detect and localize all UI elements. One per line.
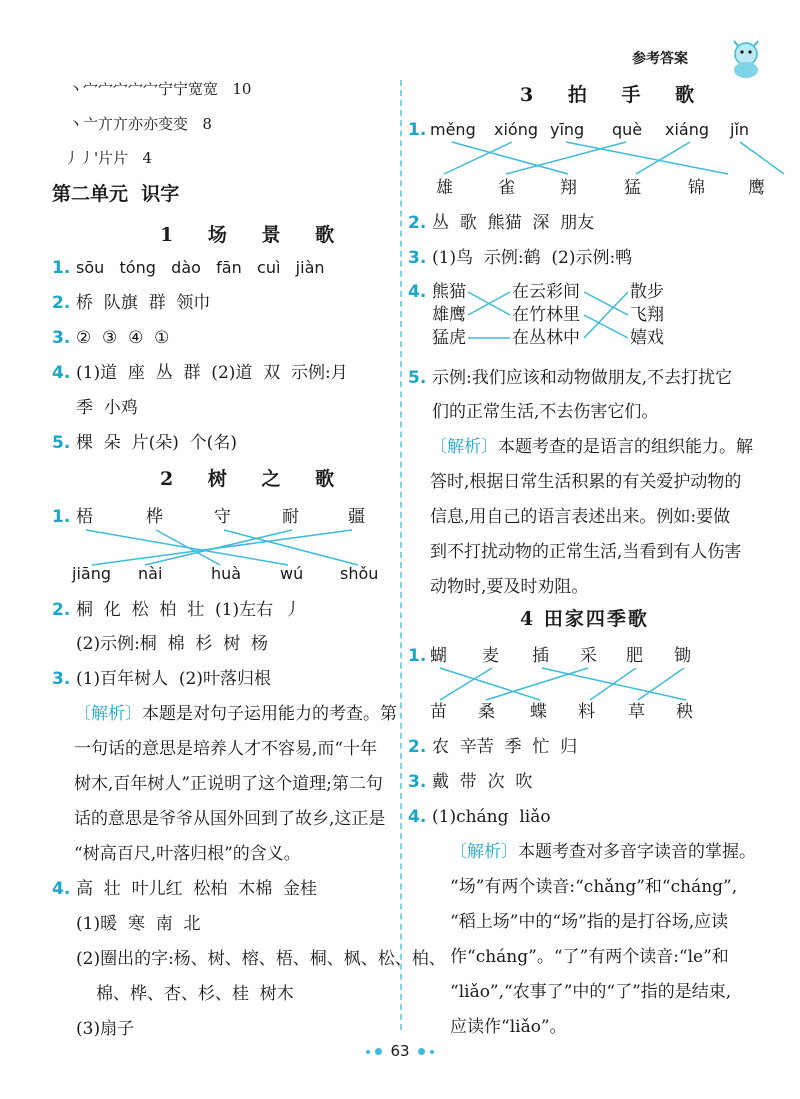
s3-top-3: yīng	[550, 120, 585, 139]
q-number: 1.	[52, 507, 71, 527]
s2-top-3: 守	[214, 507, 231, 527]
match-line	[444, 142, 512, 174]
s4-top-6: 锄	[674, 646, 691, 666]
s4-analysis-line-2: “场”有两个读音:“chǎng”和“cháng”,	[450, 877, 738, 897]
s3-q4-a2: 雄鹰	[432, 305, 466, 325]
s1-q4a: (1)道 座 丛 群 (2)道 双 示例:月	[76, 363, 348, 383]
s3-analysis-line-5: 动物时,要及时劝阻。	[430, 577, 589, 597]
s1-q5: 棵 朵 片(朵) 个(名)	[76, 433, 237, 453]
q-number: 1.	[408, 120, 427, 140]
s2-q4-2b: 棉、桦、杏、杉、桂 树木	[96, 984, 294, 1004]
analysis-tag: 〔解析〕	[450, 842, 518, 862]
match-line	[584, 315, 628, 338]
s3-top-4: què	[612, 120, 643, 139]
s3-top-6: jǐn	[730, 120, 750, 139]
match-line	[224, 530, 358, 565]
s4-bottom-5: 草	[628, 702, 645, 722]
s4-analysis-line-3: “稻上场”中的“场”指的是打谷场,应读	[450, 912, 729, 932]
s2-analysis-line-5: “树高百尺,叶落归根”的含义。	[74, 844, 301, 864]
s3-analysis-line-1: 〔解析〕本题考查的是语言的组织能力。解	[430, 437, 753, 457]
s4-analysis-line-6: 应读作“liǎo”。	[450, 1017, 567, 1037]
dot-icon	[418, 1048, 425, 1055]
s3-q4-a3: 猛虎	[432, 328, 466, 348]
s2-q4-3: (3)扇子	[76, 1019, 135, 1039]
s3-q4-b1: 在云彩间	[512, 282, 580, 302]
match-line	[440, 668, 492, 700]
dot-icon	[366, 1050, 370, 1054]
q-number: 2.	[52, 293, 71, 313]
s3-q4-b2: 在竹林里	[512, 305, 580, 325]
s3-q4-a1: 熊猫	[432, 282, 466, 302]
s2-q2a: 桐 化 松 柏 壮 (1)左右 丿	[76, 600, 301, 620]
s2-q4: 高 壮 叶儿红 松柏 木棉 金桂	[76, 879, 318, 899]
s4-bottom-6: 秧	[676, 702, 693, 722]
s2-q2b: (2)示例:桐 棉 杉 树 杨	[76, 634, 269, 654]
s4-analysis-line-4: 作“cháng”。“了”有两个读音:“le”和	[450, 947, 729, 967]
s3-top-2: xióng	[494, 120, 538, 139]
match-line	[506, 142, 626, 174]
s4-q4: (1)cháng liǎo	[432, 807, 551, 827]
q-number: 1.	[52, 258, 71, 278]
s2-bottom-5: shǒu	[340, 564, 379, 583]
s4-top-5: 肥	[626, 646, 643, 666]
s4-top-1: 蝴	[430, 646, 447, 666]
s3-q4-c2: 飞翔	[630, 305, 664, 325]
dot-icon	[430, 1050, 434, 1054]
s3-analysis-line-4: 到不打扰动物的正常生活,当看到有人伤害	[430, 542, 742, 562]
match-line	[440, 668, 540, 700]
section-4-title: 4 田家四季歌	[520, 608, 649, 630]
s2-bottom-1: jiāng	[72, 564, 111, 583]
mascot-icon	[724, 40, 768, 80]
match-line	[740, 142, 784, 174]
q-number: 1.	[408, 646, 427, 666]
s2-q4-2a: (2)圈出的字:杨、树、榕、梧、桐、枫、松、柏、	[76, 949, 446, 969]
s4-bottom-4: 料	[578, 702, 595, 722]
s3-q5b: 们的正常生活,不去伤害它们。	[432, 402, 659, 422]
s3-q4-b3: 在丛林中	[512, 328, 580, 348]
section-3-title: 3 拍 手 歌	[520, 84, 709, 106]
q-number: 4.	[52, 879, 71, 899]
q-number: 5.	[52, 433, 71, 453]
match-line	[452, 142, 568, 174]
page-number: 63	[360, 1042, 440, 1060]
header-label: 参考答案	[632, 51, 688, 67]
analysis-tag: 〔解析〕	[430, 437, 498, 457]
s2-bottom-2: nài	[138, 564, 163, 583]
match-line	[566, 142, 728, 174]
s4-bottom-3: 蝶	[530, 702, 547, 722]
q-number: 3.	[408, 772, 427, 792]
q-number: 4.	[52, 363, 71, 383]
s2-q4-1: (1)暖 寒 南 北	[76, 914, 201, 934]
s1-q2: 桥 队旗 群 领巾	[76, 293, 211, 313]
s2-top-2: 桦	[146, 507, 163, 527]
s2-q3: (1)百年树人 (2)叶落归根	[76, 669, 271, 689]
unit-title: 第二单元 识字	[52, 183, 180, 205]
s4-top-2: 麦	[482, 646, 499, 666]
s1-q3: ② ③ ④ ①	[76, 328, 170, 348]
stroke-order-2: 丶亠亣亣亦亦变变 8	[68, 115, 212, 133]
analysis-tag: 〔解析〕	[74, 704, 142, 724]
s3-bottom-1: 雄	[436, 178, 453, 198]
s1-q4b: 季 小鸡	[76, 398, 138, 418]
s2-bottom-4: wú	[280, 564, 304, 583]
dot-icon	[375, 1048, 382, 1055]
q-number: 5.	[408, 368, 427, 388]
s2-analysis-line-2: 一句话的意思是培养人才不容易,而“十年	[74, 739, 378, 759]
s3-bottom-3: 翔	[560, 178, 577, 198]
s3-q3: (1)鸟 示例:鹤 (2)示例:鸭	[432, 248, 633, 268]
s3-match-lines	[400, 140, 800, 180]
q-number: 3.	[408, 248, 427, 268]
s3-q4-match-lines	[400, 280, 800, 360]
q-number: 2.	[408, 213, 427, 233]
q-number: 3.	[52, 328, 71, 348]
s2-analysis-line-4: 话的意思是爷爷从国外回到了故乡,这正是	[74, 809, 386, 829]
page-header	[632, 40, 792, 80]
s3-q4-c1: 散步	[630, 282, 664, 302]
q-number: 2.	[52, 600, 71, 620]
s4-analysis-line-5: “liǎo”,“农事了”中的“了”指的是结束,	[450, 982, 732, 1002]
s4-bottom-2: 桑	[478, 702, 495, 722]
s3-bottom-4: 猛	[624, 178, 641, 198]
s3-top-1: měng	[430, 120, 476, 139]
s2-analysis-line-3: 树木,百年树人”正说明了这个道理;第二句	[74, 774, 383, 794]
stroke-order-3: 丿丿'片片 4	[64, 149, 152, 167]
s1-q1-pinyin: sōu tóng dào fān cuì jiàn	[76, 258, 325, 277]
s4-top-4: 采	[580, 646, 597, 666]
s2-top-5: 疆	[348, 507, 365, 527]
s3-q2: 丛 歌 熊猫 深 朋友	[432, 213, 595, 233]
s3-bottom-6: 鹰	[748, 178, 765, 198]
s3-bottom-2: 雀	[498, 178, 515, 198]
section-1-title: 1 场 景 歌	[160, 224, 349, 246]
s4-top-3: 插	[532, 646, 549, 666]
s2-bottom-3: huà	[211, 564, 242, 583]
match-line	[486, 668, 588, 700]
s2-top-1: 梧	[76, 507, 93, 527]
q-number: 4.	[408, 807, 427, 827]
s4-analysis-line-1: 〔解析〕本题考查对多音字读音的掌握。	[450, 842, 756, 862]
match-line	[584, 292, 628, 338]
q-number: 4.	[408, 282, 427, 302]
s2-analysis-line-1: 〔解析〕本题是对句子运用能力的考查。第	[74, 704, 397, 724]
s3-analysis-line-2: 答时,根据日常生活积累的有关爱护动物的	[430, 472, 742, 492]
q-number: 2.	[408, 737, 427, 757]
match-line	[590, 668, 636, 700]
s3-bottom-5: 锦	[688, 178, 705, 198]
match-line	[584, 292, 628, 315]
q-number: 3.	[52, 669, 71, 689]
stroke-order-1: 丶宀宀宀宀宀宁宁宽宽 10	[68, 80, 252, 98]
s4-q3: 戴 带 次 吹	[432, 772, 533, 792]
s4-q2: 农 辛苦 季 忙 归	[432, 737, 578, 757]
s3-q4-c3: 嬉戏	[630, 328, 664, 348]
s4-match-lines	[400, 666, 800, 706]
column-divider	[400, 80, 402, 1030]
s4-bottom-1: 苗	[430, 702, 447, 722]
s2-top-4: 耐	[282, 507, 299, 527]
s3-top-5: xiáng	[665, 120, 710, 139]
s3-q5a: 示例:我们应该和动物做朋友,不去打扰它	[432, 368, 733, 388]
match-line	[92, 530, 352, 565]
section-2-title: 2 树 之 歌	[160, 468, 349, 490]
s3-analysis-line-3: 信息,用自己的语言表述出来。例如:要做	[430, 507, 731, 527]
